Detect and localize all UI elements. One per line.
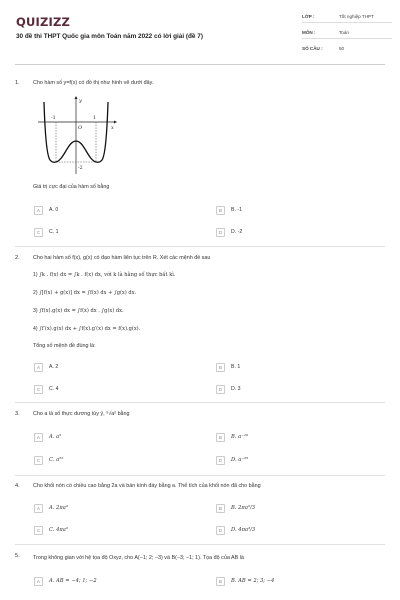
- meta-underline: [302, 22, 392, 23]
- option-text: C. a²⁵: [49, 457, 64, 463]
- graph-tick-minus-one: -1: [51, 116, 56, 121]
- option-text: B. AB = 2; 3; −4: [231, 578, 275, 584]
- option-d[interactable]: [216, 525, 255, 535]
- option-text: D. a⁻²⁵: [231, 457, 249, 463]
- option-b[interactable]: [216, 362, 240, 372]
- option-text: A. AB = −4; 1; −2: [49, 578, 97, 584]
- option-text: A. 0: [49, 207, 59, 213]
- option-text: B. 2πa³/3: [231, 505, 256, 511]
- graph-tick-one: 1: [93, 116, 97, 121]
- option-letter: B: [216, 363, 225, 372]
- question-separator: [15, 475, 385, 476]
- option-letter: A: [34, 577, 43, 586]
- option-text: B. -1: [231, 207, 242, 213]
- meta-underline: [302, 38, 392, 39]
- meta-label: MÔN :: [302, 30, 316, 35]
- option-letter: C: [34, 385, 43, 394]
- meta-label: SỐ CÂU :: [302, 46, 323, 51]
- option-letter: C: [34, 526, 43, 535]
- option-c[interactable]: [34, 455, 63, 465]
- option-d[interactable]: [216, 455, 248, 465]
- option-a[interactable]: [34, 205, 58, 215]
- question-prompt: Tổng số mệnh đề đúng là:: [33, 343, 96, 349]
- question-text: Cho a là số thực dương tùy ý, ⁵√a² bằng: [33, 411, 130, 417]
- statement-3: 3) ∫f(x).g(x) dx = ∫f(x) dx . ∫g(x) dx.: [33, 308, 124, 314]
- question-separator: [15, 544, 385, 545]
- graph-x-label: x: [111, 125, 114, 131]
- header-divider: [15, 64, 385, 65]
- option-text: A. 2πa³: [49, 505, 68, 511]
- option-letter: B: [216, 504, 225, 513]
- graph-origin-label: O: [78, 125, 83, 131]
- question-number: 3.: [15, 411, 20, 417]
- page-header: [0, 0, 400, 70]
- option-letter: A: [34, 363, 43, 372]
- option-text: C. 1: [49, 229, 59, 235]
- option-a[interactable]: [34, 432, 61, 442]
- meta-value: Tốt nghiệp THPT: [339, 14, 374, 19]
- meta-label: LỚP :: [302, 14, 315, 19]
- option-b[interactable]: [216, 205, 242, 215]
- option-letter: B: [216, 577, 225, 586]
- option-b[interactable]: [216, 503, 255, 513]
- question-number: 4.: [15, 483, 20, 489]
- document-title: 30 đề thi THPT Quốc gia môn Toán năm 2022 có lời giải (đề 7): [16, 33, 203, 40]
- option-text: A. 2: [49, 364, 59, 370]
- quizizz-logo: QUIZIZZ: [16, 15, 71, 29]
- option-letter: A: [34, 206, 43, 215]
- question-text: Trong không gian với hệ tọa độ Oxyz, cho A(−1; 2; −3) và B(−3; −1; 1). Tọa độ của AB là: [33, 555, 244, 561]
- question-prompt: Giá trị cực đại của hàm số bằng: [33, 184, 110, 190]
- question-text: Cho hàm số y=f(x) có đồ thị như hình vẽ dưới đây.: [33, 80, 154, 86]
- option-letter: D: [216, 228, 225, 237]
- option-text: B. 1: [231, 364, 241, 370]
- option-letter: D: [216, 385, 225, 394]
- meta-value: 50: [339, 46, 345, 51]
- option-b[interactable]: [216, 576, 274, 586]
- option-letter: D: [216, 456, 225, 465]
- option-c[interactable]: [34, 227, 59, 237]
- graph-y-label: y: [79, 98, 82, 104]
- option-letter: D: [216, 526, 225, 535]
- option-a[interactable]: [34, 576, 97, 586]
- option-a[interactable]: [34, 362, 58, 372]
- statement-2: 2) ∫[f(x) + g(x)] dx = ∫f(x) dx + ∫g(x) dx.: [33, 290, 137, 296]
- option-d[interactable]: [216, 384, 241, 394]
- option-text: A. a⁵: [49, 434, 62, 440]
- function-graph: [34, 94, 118, 176]
- option-letter: B: [216, 206, 225, 215]
- statement-1: 1) ∫k . f(x) dx = ∫k . f(x) dx, với k là hằng số thực bất kì.: [33, 272, 176, 278]
- option-text: D. -2: [231, 229, 243, 235]
- option-letter: A: [34, 433, 43, 442]
- graph-tick-minus-two: -2: [78, 166, 83, 171]
- option-text: D. 3: [231, 386, 241, 392]
- option-letter: C: [34, 456, 43, 465]
- question-number: 5.: [15, 553, 20, 559]
- option-b[interactable]: [216, 432, 248, 442]
- question-separator: [15, 246, 385, 247]
- option-letter: A: [34, 504, 43, 513]
- question-number: 2.: [15, 255, 20, 261]
- option-a[interactable]: [34, 503, 68, 513]
- question-text: Cho khối nón có chiều cao bằng 2a và bán kính đáy bằng a. Thể tích của khối nón đã cho bằng: [33, 483, 261, 489]
- meta-value: Toán: [339, 30, 349, 35]
- option-text: B. a⁻¹⁰: [231, 434, 249, 440]
- option-text: D. 4πa³/3: [231, 527, 256, 533]
- option-text: C. 4πa³: [49, 527, 68, 533]
- statement-4: 4) ∫f′(x).g(x) dx + ∫f(x).g′(x) dx = f(x).g(x).: [33, 326, 141, 332]
- option-c[interactable]: [34, 525, 68, 535]
- option-c[interactable]: [34, 384, 59, 394]
- option-letter: C: [34, 228, 43, 237]
- question-separator: [15, 402, 385, 403]
- question-number: 1.: [15, 80, 20, 86]
- option-text: C. 4: [49, 386, 59, 392]
- question-text: Cho hai hàm số f(x), g(x) có đạo hàm liên tục trên R. Xét các mệnh đề sau: [33, 255, 211, 261]
- option-d[interactable]: [216, 227, 242, 237]
- option-letter: B: [216, 433, 225, 442]
